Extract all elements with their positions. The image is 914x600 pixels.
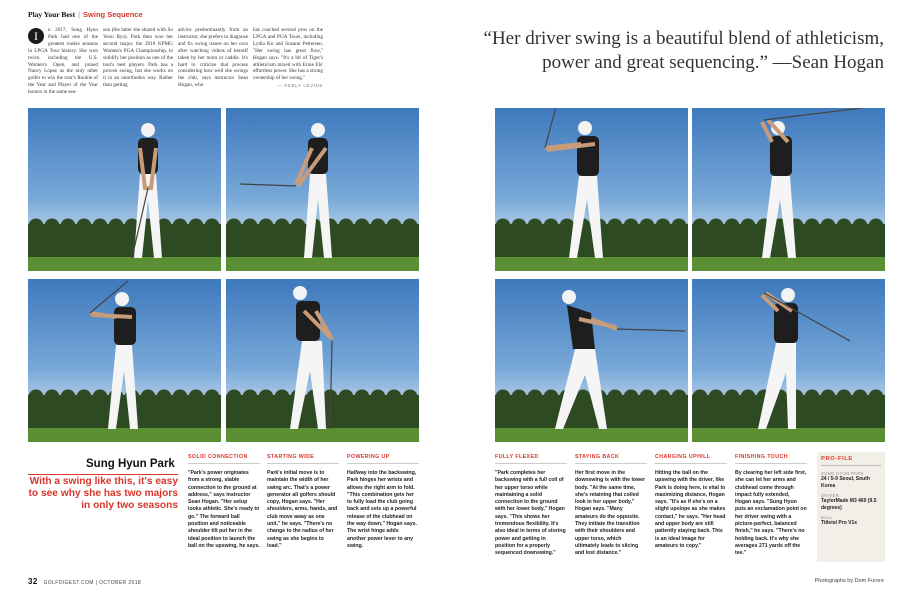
- profile-label: BALL: [821, 515, 833, 520]
- step-body: "Park's power originates from a strong, stable connection to the ground at address," says instructor Sean Hogan. "Her setup looks athletic. She's ready to go." The forward ball position and noticeable shoulder tilt put her in the ideal position to launch the ball on the upswing, he says.: [188, 470, 260, 549]
- golfer-silhouette: [28, 108, 221, 271]
- pull-quote: “Her driver swing is a beautiful blend of athleticism, power and great sequencing.” —Sean Hogan: [483, 28, 884, 73]
- golfer-silhouette: [28, 279, 221, 442]
- intro-text-4: has coached several pros on the LPGA and PGA Tours, including Lydia Ko and Suzann Pettersen. "Her swing has great flow," Hogan says. "It's a bit of Tiger's athleticism mixed with Ernie Els' effortless power. She has a strong ownership of her swing.": [253, 27, 323, 82]
- step-heading: STARTING WIDE: [267, 454, 339, 464]
- intro-column-1: [28, 27, 98, 99]
- golfer-silhouette: [692, 108, 885, 271]
- step-heading: CHARGING UPHILL: [655, 454, 727, 464]
- photo-address: [28, 108, 221, 271]
- subsection-title: Swing Sequence: [83, 10, 143, 19]
- publication-name: GOLFDIGEST.COM: [43, 580, 94, 586]
- player-subhead: With a swing like this, it's easy to see why she has two majors in only two seasons: [28, 476, 178, 511]
- intro-text-2: son (the latter she shared with So Yeon Ryu). Park then won her second major, the 2018 KPMG Women's PGA Championship, to solidify her position as one of the tour's best players. Park has a proven swing, but she works on it in an unorthodox way. Rather than getting: [103, 27, 173, 89]
- step-staying-back: [575, 454, 647, 558]
- step-fully-flexed: [495, 454, 567, 558]
- step-heading: SOLID CONNECTION: [188, 454, 260, 464]
- photo-impact: [495, 279, 688, 442]
- photo-downswing-start: [692, 108, 885, 271]
- intro-column-4: [253, 27, 323, 99]
- golfer-silhouette: [226, 279, 419, 442]
- step-heading: STAYING BACK: [575, 454, 647, 464]
- photo-finish: [692, 279, 885, 442]
- profile-value: TaylorMade M3 460 (9.5 degrees): [821, 498, 877, 511]
- step-body: Halfway into the backswing, Park hinges her wrists and allows the right arm to fold. "This combination gets her to fully load the club going back and sets up a powerful release of the clubhead on the way down," Hogan says. The wrist hinge adds another power lever to any swing.: [347, 470, 417, 549]
- profile-label: SUNG HYUN PARK: [821, 471, 864, 476]
- profile-box: [817, 452, 885, 562]
- step-body: Hitting the ball on the upswing with the driver, like Park is doing here, is vital to maximizing distance, Hogan says. "It's as if she's on a slight upslope as she makes contact," he says. "Her head and upper body are still patiently staying back. This is an ideal image for amateurs to copy.": [655, 470, 726, 549]
- golfer-silhouette: [692, 279, 885, 442]
- section-header: [28, 10, 143, 19]
- intro-column-3: [178, 27, 248, 99]
- step-powering-up: [347, 454, 419, 550]
- profile-value: 24 / 5-9 Seoul, South Korea: [821, 476, 870, 489]
- intro-text-3: advice predominantly from an instructor, she prefers to diagnose and fix swing issues on her own after watching videos of herself taken by her mom or caddie. It's hard to criticize that process considering how well she swings the club, says instructor Sean Hogan, who: [178, 27, 248, 89]
- section-title: Play Your Best: [28, 10, 76, 19]
- accent-divider: [28, 474, 178, 475]
- step-starting-wide: [267, 454, 339, 550]
- footer-separator: |: [95, 580, 100, 586]
- photo-top-of-swing: [226, 279, 419, 442]
- page-number: 32: [28, 577, 38, 586]
- profile-title: PRO-FILE: [821, 456, 881, 466]
- intro-text-1: n 2017, Sung Hyun Park had one of the greatest rookie seasons in LPGA Tour history. She won twice, including the U.S. Women's Open, and joined Nancy Lopez as the only other golfer to win the tour's Rookie of the Year and Player of the Year honors in the same sea-: [28, 27, 98, 96]
- header-separator: |: [78, 10, 81, 19]
- page-footer: [28, 577, 141, 586]
- step-solid-connection: [188, 454, 260, 550]
- photo-halfway-back: [28, 279, 221, 442]
- golfer-silhouette: [226, 108, 419, 271]
- profile-label: DRIVER: [821, 493, 840, 498]
- step-finishing-touch: [735, 454, 807, 558]
- byline: — KEELY LEVINS: [277, 83, 323, 89]
- issue-date: OCTOBER 2018: [99, 580, 142, 586]
- photo-credit: Photographs by Dom Furore: [814, 578, 884, 584]
- step-heading: FULLY FLEXED: [495, 454, 567, 464]
- step-body: By clearing her left side first, she can let her arms and clubhead come through impact fully extended, Hogan says. "Sung Hyun puts an exclamation point on her driver swing with a picture-perfect, balanced finish," he says. "There's no holding back. It's why she averages 271 yards off the tee.": [735, 470, 807, 557]
- profile-value: Titleist Pro V1x: [821, 520, 858, 526]
- intro-column-2: [103, 27, 173, 99]
- step-heading: POWERING UP: [347, 454, 419, 464]
- step-body: "Park completes her backswing with a full coil of her upper torso while maintaining a solid connection to the ground with her lower body," Hogan says. "This shows her tremendous flexibility. It's also ideal in terms of storing power and getting in position for a properly sequenced downswing.": [495, 470, 566, 557]
- player-name: Sung Hyun Park: [86, 458, 175, 470]
- step-charging-uphill: [655, 454, 727, 550]
- step-heading: FINISHING TOUCH: [735, 454, 807, 464]
- golfer-silhouette: [495, 279, 688, 442]
- golfer-silhouette: [495, 108, 688, 271]
- step-body: Her first move in the downswing is with the lower body. "At the same time, she's retaining that coiled look in her upper body," Hogan says. "Many amateurs do the opposite. They initiate the transition with their shoulders and upper torso, which ultimately leads to slicing and lost distance.": [575, 470, 646, 557]
- photo-takeaway: [226, 108, 419, 271]
- drop-cap: I: [28, 28, 44, 44]
- step-body: Park's initial move is to maintain the width of her swing arc. That's a power generator all golfers should copy, Hogan says. "Her shoulders, arms, hands, and club move away as one unit," he says. "There's no change to the radius of her swing as she begins to load.": [267, 470, 338, 549]
- photo-full-backswing: [495, 108, 688, 271]
